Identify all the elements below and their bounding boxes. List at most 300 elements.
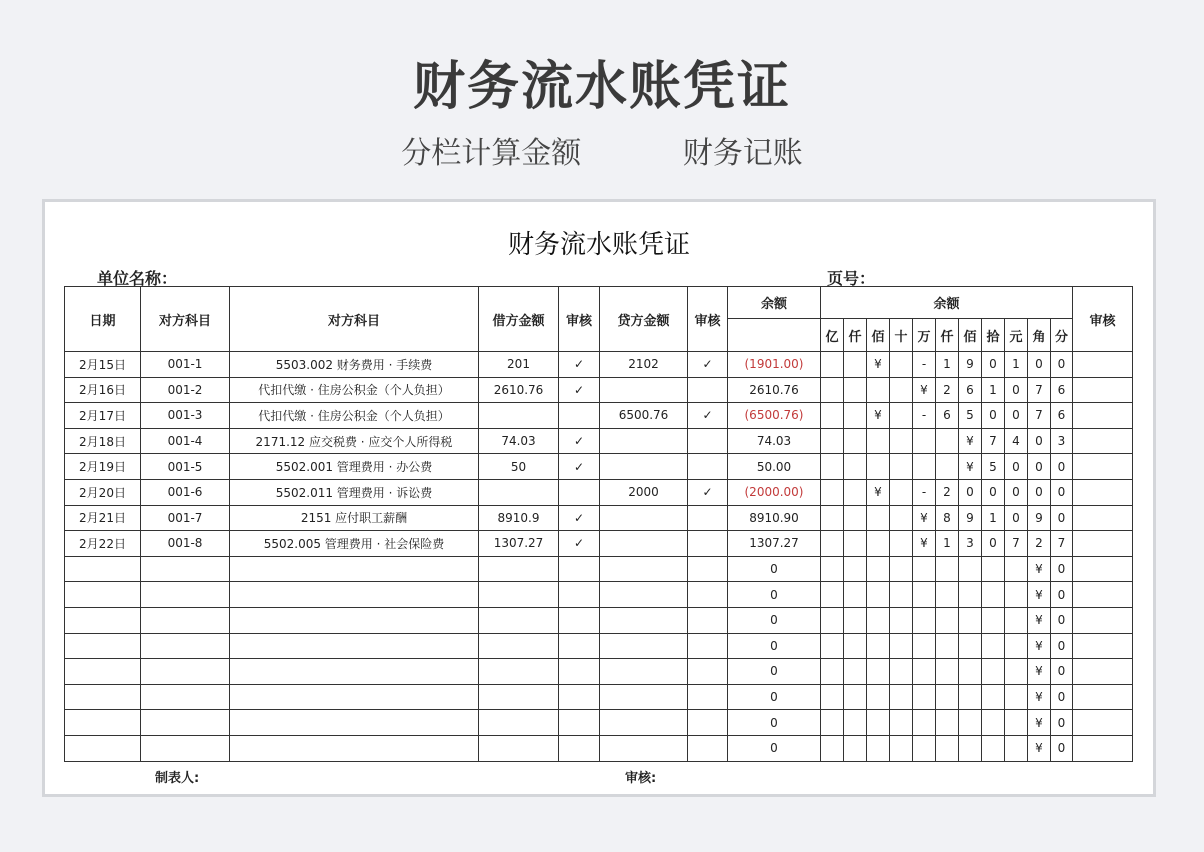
table-row	[65, 479, 1133, 505]
cell-digit: 0	[1005, 505, 1028, 531]
cell-digit: ¥	[867, 479, 890, 505]
cell-balance: 0	[728, 710, 821, 736]
cell-date: 2月18日	[65, 428, 141, 454]
cell-digit	[821, 684, 844, 710]
cell-account-name	[230, 633, 479, 659]
cell-digit: 2	[936, 479, 959, 505]
cell-audit-final	[1073, 479, 1133, 505]
cell-digit	[936, 684, 959, 710]
cell-digit	[982, 710, 1005, 736]
cell-debit	[479, 582, 559, 608]
header-digit: 分	[1051, 319, 1073, 352]
cell-digit	[821, 659, 844, 685]
cell-digit	[867, 710, 890, 736]
cell-audit-debit	[559, 403, 600, 429]
cell-audit-debit	[559, 607, 600, 633]
cell-digit	[913, 633, 936, 659]
cell-account-code	[141, 582, 230, 608]
cell-digit: ¥	[959, 454, 982, 480]
cell-audit-credit	[688, 377, 728, 403]
cell-digit	[844, 710, 867, 736]
cell-audit-debit	[559, 710, 600, 736]
cell-audit-debit	[559, 479, 600, 505]
cell-digit: 0	[1051, 505, 1073, 531]
cell-digit	[936, 607, 959, 633]
cell-digit	[844, 479, 867, 505]
cell-digit	[1005, 659, 1028, 685]
cell-digit	[936, 454, 959, 480]
header-digit: 万	[913, 319, 936, 352]
table-row	[65, 377, 1133, 403]
header-digit: 拾	[982, 319, 1005, 352]
cell-digit	[867, 454, 890, 480]
cell-digit: 0	[1051, 556, 1073, 582]
cell-digit: ¥	[1028, 684, 1051, 710]
cell-audit-credit	[688, 710, 728, 736]
cell-account-name	[230, 710, 479, 736]
cell-date: 2月16日	[65, 377, 141, 403]
cell-digit	[867, 684, 890, 710]
cell-audit-debit: ✓	[559, 428, 600, 454]
cell-digit	[936, 659, 959, 685]
cell-digit: 0	[1051, 454, 1073, 480]
cell-balance: 0	[728, 659, 821, 685]
cell-credit	[600, 556, 688, 582]
cell-audit-credit	[688, 582, 728, 608]
cell-audit-final	[1073, 352, 1133, 378]
cell-digit	[1005, 684, 1028, 710]
cell-account-name	[230, 582, 479, 608]
header-debit: 借方金额	[479, 287, 559, 352]
cell-digit: 7	[982, 428, 1005, 454]
cell-balance: 0	[728, 633, 821, 659]
cell-digit	[913, 735, 936, 761]
cell-audit-credit	[688, 659, 728, 685]
cell-date: 2月15日	[65, 352, 141, 378]
cell-digit: 0	[1028, 428, 1051, 454]
header-balance-digits: 余额	[821, 287, 1073, 319]
cell-debit	[479, 659, 559, 685]
cell-audit-credit	[688, 505, 728, 531]
cell-digit	[821, 556, 844, 582]
cell-digit	[890, 556, 913, 582]
cell-audit-final	[1073, 403, 1133, 429]
header-audit-credit: 审核	[688, 287, 728, 352]
cell-audit-credit	[688, 531, 728, 557]
cell-digit: ¥	[913, 377, 936, 403]
cell-digit	[913, 659, 936, 685]
table-row	[65, 735, 1133, 761]
cell-debit: 1307.27	[479, 531, 559, 557]
cell-account-code: 001-3	[141, 403, 230, 429]
cell-digit: 0	[1005, 403, 1028, 429]
cell-audit-debit	[559, 633, 600, 659]
cell-digit	[844, 633, 867, 659]
cell-digit	[913, 684, 936, 710]
cell-audit-debit	[559, 582, 600, 608]
cell-digit	[913, 556, 936, 582]
cell-digit: 0	[1028, 454, 1051, 480]
cell-audit-debit: ✓	[559, 454, 600, 480]
banner-subtitle-left: 分栏计算金额	[401, 136, 582, 171]
cell-digit	[844, 505, 867, 531]
cell-date: 2月22日	[65, 531, 141, 557]
cell-digit: 0	[1051, 710, 1073, 736]
cell-credit	[600, 428, 688, 454]
cell-balance: 50.00	[728, 454, 821, 480]
header-digit: 元	[1005, 319, 1028, 352]
cell-credit: 6500.76	[600, 403, 688, 429]
cell-digit: 0	[1051, 352, 1073, 378]
cell-date: 2月21日	[65, 505, 141, 531]
cell-audit-debit: ✓	[559, 377, 600, 403]
cell-digit	[982, 633, 1005, 659]
cell-digit	[844, 582, 867, 608]
cell-digit: ¥	[1028, 582, 1051, 608]
header-date: 日期	[65, 287, 141, 352]
cell-digit: 8	[936, 505, 959, 531]
cell-digit	[890, 531, 913, 557]
cell-credit	[600, 607, 688, 633]
cell-digit	[913, 607, 936, 633]
cell-audit-credit	[688, 556, 728, 582]
cell-audit-final	[1073, 556, 1133, 582]
cell-account-code: 001-5	[141, 454, 230, 480]
cell-digit	[959, 633, 982, 659]
header-credit: 贷方金额	[600, 287, 688, 352]
cell-digit	[821, 352, 844, 378]
table-row	[65, 352, 1133, 378]
cell-digit: 0	[1005, 377, 1028, 403]
cell-audit-debit	[559, 659, 600, 685]
cell-credit	[600, 735, 688, 761]
cell-balance: 0	[728, 684, 821, 710]
cell-account-code: 001-8	[141, 531, 230, 557]
cell-digit	[821, 505, 844, 531]
cell-digit	[821, 428, 844, 454]
table-row	[65, 505, 1133, 531]
cell-digit	[890, 428, 913, 454]
cell-digit: 6	[1051, 403, 1073, 429]
cell-digit	[913, 428, 936, 454]
cell-digit	[959, 556, 982, 582]
cell-digit	[959, 710, 982, 736]
cell-account-name	[230, 684, 479, 710]
cell-balance: (6500.76)	[728, 403, 821, 429]
cell-digit: -	[913, 479, 936, 505]
cell-account-name: 代扣代缴 · 住房公积金（个人负担）	[230, 403, 479, 429]
cell-digit: 2	[1028, 531, 1051, 557]
cell-digit: 4	[1005, 428, 1028, 454]
cell-digit	[913, 454, 936, 480]
cell-audit-credit: ✓	[688, 403, 728, 429]
table-row	[65, 710, 1133, 736]
cell-audit-credit: ✓	[688, 479, 728, 505]
sheet-title: 财务流水账凭证	[507, 230, 690, 260]
cell-digit	[959, 684, 982, 710]
cell-digit	[867, 659, 890, 685]
cell-digit	[821, 735, 844, 761]
cell-digit: 2	[936, 377, 959, 403]
header-balance-blank	[728, 319, 821, 352]
cell-account-name	[230, 659, 479, 685]
table-row	[65, 607, 1133, 633]
cell-digit	[844, 403, 867, 429]
cell-digit: 5	[959, 403, 982, 429]
cell-audit-credit	[688, 735, 728, 761]
cell-digit: 0	[1051, 684, 1073, 710]
cell-digit: -	[913, 403, 936, 429]
cell-digit	[890, 735, 913, 761]
cell-digit	[890, 607, 913, 633]
header-digit: 十	[890, 319, 913, 352]
cell-audit-final	[1073, 531, 1133, 557]
cell-digit	[821, 607, 844, 633]
cell-digit: 0	[982, 352, 1005, 378]
cell-digit	[890, 633, 913, 659]
cell-debit: 50	[479, 454, 559, 480]
cell-digit: 5	[982, 454, 1005, 480]
cell-digit	[867, 633, 890, 659]
cell-audit-final	[1073, 659, 1133, 685]
cell-account-code	[141, 556, 230, 582]
table-row	[65, 556, 1133, 582]
cell-digit: ¥	[867, 403, 890, 429]
cell-digit	[936, 556, 959, 582]
cell-digit	[844, 556, 867, 582]
cell-date	[65, 735, 141, 761]
cell-digit	[1005, 710, 1028, 736]
cell-digit: 6	[959, 377, 982, 403]
cell-audit-credit: ✓	[688, 352, 728, 378]
cell-audit-final	[1073, 377, 1133, 403]
cell-digit	[982, 735, 1005, 761]
cell-balance: 2610.76	[728, 377, 821, 403]
cell-credit	[600, 531, 688, 557]
cell-digit: 7	[1028, 377, 1051, 403]
cell-digit: 9	[959, 505, 982, 531]
cell-digit	[844, 454, 867, 480]
cell-account-code	[141, 659, 230, 685]
cell-balance: 0	[728, 735, 821, 761]
cell-date	[65, 607, 141, 633]
cell-credit	[600, 505, 688, 531]
cell-digit	[844, 377, 867, 403]
cell-digit: 1	[936, 531, 959, 557]
table-row	[65, 684, 1133, 710]
cell-digit: 0	[1005, 454, 1028, 480]
cell-account-name	[230, 735, 479, 761]
cell-digit: 0	[982, 531, 1005, 557]
cell-digit	[867, 735, 890, 761]
cell-account-code: 001-7	[141, 505, 230, 531]
cell-digit: -	[913, 352, 936, 378]
cell-digit	[890, 377, 913, 403]
cell-debit: 8910.9	[479, 505, 559, 531]
cell-audit-final	[1073, 633, 1133, 659]
cell-date	[65, 633, 141, 659]
cell-credit	[600, 377, 688, 403]
cell-balance: (2000.00)	[728, 479, 821, 505]
table-row	[65, 428, 1133, 454]
cell-digit	[982, 556, 1005, 582]
header-digit: 仟	[936, 319, 959, 352]
cell-digit: ¥	[1028, 556, 1051, 582]
cell-digit	[1005, 582, 1028, 608]
cell-audit-final	[1073, 607, 1133, 633]
ledger-table	[64, 286, 1133, 762]
cell-digit	[821, 403, 844, 429]
cell-digit	[867, 377, 890, 403]
cell-digit: 7	[1051, 531, 1073, 557]
cell-audit-final	[1073, 454, 1133, 480]
cell-audit-final	[1073, 428, 1133, 454]
header-balance: 余额	[728, 287, 821, 319]
cell-digit	[1005, 735, 1028, 761]
table-row	[65, 403, 1133, 429]
cell-date: 2月19日	[65, 454, 141, 480]
cell-digit: 0	[1051, 607, 1073, 633]
cell-digit: ¥	[867, 352, 890, 378]
cell-digit	[821, 710, 844, 736]
cell-debit: 201	[479, 352, 559, 378]
cell-digit: ¥	[913, 505, 936, 531]
cell-audit-final	[1073, 735, 1133, 761]
cell-account-code: 001-6	[141, 479, 230, 505]
cell-balance: 0	[728, 607, 821, 633]
unit-name-label: 单位名称：	[97, 269, 178, 288]
cell-audit-debit: ✓	[559, 352, 600, 378]
header-audit-final: 审核	[1073, 287, 1133, 352]
cell-date	[65, 582, 141, 608]
cell-audit-debit	[559, 735, 600, 761]
cell-digit	[844, 531, 867, 557]
cell-account-name: 2151 应付职工薪酬	[230, 505, 479, 531]
cell-digit: 1	[1005, 352, 1028, 378]
cell-digit	[844, 428, 867, 454]
cell-digit	[959, 582, 982, 608]
cell-digit: 0	[1051, 479, 1073, 505]
cell-digit: 1	[982, 505, 1005, 531]
header-account-name: 对方科目	[230, 287, 479, 352]
cell-digit	[890, 505, 913, 531]
cell-balance: 0	[728, 556, 821, 582]
cell-audit-credit	[688, 428, 728, 454]
cell-account-code	[141, 633, 230, 659]
cell-digit: 0	[1028, 352, 1051, 378]
cell-account-code	[141, 607, 230, 633]
cell-digit	[890, 582, 913, 608]
cell-account-code: 001-1	[141, 352, 230, 378]
cell-digit: 0	[1028, 479, 1051, 505]
table-row	[65, 633, 1133, 659]
cell-digit: 0	[982, 403, 1005, 429]
cell-credit	[600, 659, 688, 685]
cell-audit-credit	[688, 633, 728, 659]
cell-audit-final	[1073, 710, 1133, 736]
cell-date	[65, 659, 141, 685]
cell-digit: 7	[1028, 403, 1051, 429]
cell-digit	[844, 684, 867, 710]
cell-digit: 1	[982, 377, 1005, 403]
maker-signature-label: 制表人:	[155, 771, 200, 786]
cell-account-name: 5503.002 财务费用 · 手续费	[230, 352, 479, 378]
cell-digit: ¥	[959, 428, 982, 454]
cell-digit	[867, 607, 890, 633]
cell-credit	[600, 633, 688, 659]
cell-date	[65, 684, 141, 710]
cell-date	[65, 556, 141, 582]
cell-digit	[959, 607, 982, 633]
cell-audit-debit	[559, 556, 600, 582]
header-digit: 佰	[867, 319, 890, 352]
cell-account-name: 2171.12 应交税费 · 应交个人所得税	[230, 428, 479, 454]
cell-digit	[890, 352, 913, 378]
cell-credit: 2102	[600, 352, 688, 378]
cell-audit-final	[1073, 582, 1133, 608]
cell-digit	[821, 582, 844, 608]
cell-digit: 9	[1028, 505, 1051, 531]
cell-debit	[479, 607, 559, 633]
cell-digit	[936, 710, 959, 736]
cell-balance: 1307.27	[728, 531, 821, 557]
cell-account-name	[230, 556, 479, 582]
cell-digit: ¥	[913, 531, 936, 557]
cell-digit: 1	[936, 352, 959, 378]
table-row	[65, 531, 1133, 557]
cell-digit: 0	[1051, 633, 1073, 659]
cell-account-code: 001-2	[141, 377, 230, 403]
header-digit: 亿	[821, 319, 844, 352]
cell-audit-debit: ✓	[559, 531, 600, 557]
cell-digit	[982, 607, 1005, 633]
cell-account-name: 5502.011 管理费用 · 诉讼费	[230, 479, 479, 505]
cell-debit	[479, 403, 559, 429]
cell-debit	[479, 479, 559, 505]
cell-digit: ¥	[1028, 633, 1051, 659]
cell-digit	[821, 479, 844, 505]
ledger-body	[65, 352, 1133, 762]
cell-digit: 0	[1051, 659, 1073, 685]
cell-digit	[821, 531, 844, 557]
header-audit-debit: 审核	[559, 287, 600, 352]
cell-balance: (1901.00)	[728, 352, 821, 378]
cell-digit	[890, 659, 913, 685]
cell-audit-credit	[688, 607, 728, 633]
cell-date: 2月20日	[65, 479, 141, 505]
cell-digit	[821, 633, 844, 659]
cell-digit	[959, 659, 982, 685]
table-row	[65, 659, 1133, 685]
cell-account-code	[141, 735, 230, 761]
cell-digit: ¥	[1028, 659, 1051, 685]
cell-digit: ¥	[1028, 710, 1051, 736]
cell-digit	[844, 607, 867, 633]
cell-digit	[982, 582, 1005, 608]
cell-digit	[982, 684, 1005, 710]
page-number-label: 页号：	[827, 269, 876, 288]
cell-credit	[600, 710, 688, 736]
cell-digit	[936, 633, 959, 659]
table-row	[65, 582, 1133, 608]
cell-credit: 2000	[600, 479, 688, 505]
cell-balance: 8910.90	[728, 505, 821, 531]
cell-digit	[936, 582, 959, 608]
cell-digit: 0	[1051, 582, 1073, 608]
cell-digit	[890, 710, 913, 736]
cell-digit	[890, 479, 913, 505]
cell-digit	[890, 454, 913, 480]
